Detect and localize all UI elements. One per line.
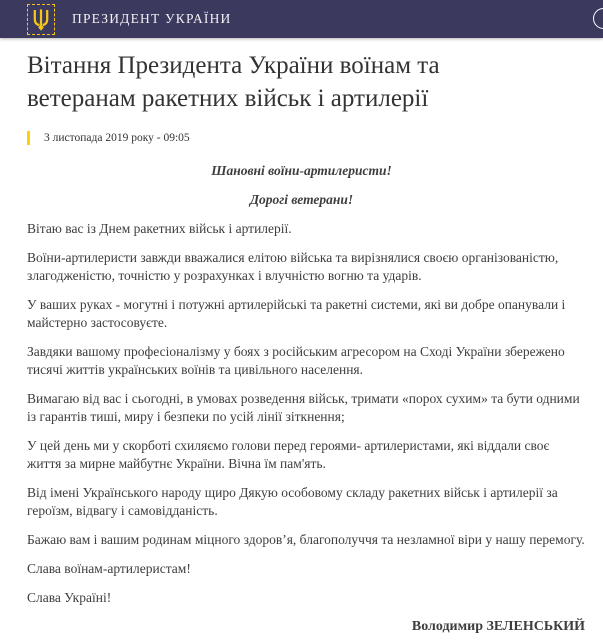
article-page [0,49,603,636]
publish-date: 3 листопада 2019 року - 09:05 [27,131,585,145]
search-icon[interactable] [593,8,603,29]
article-paragraph: Воїни-артилеристи завжди вважалися елітою війська та вирізнялися своєю організованістю, злагодженістю, точністю у розрахунках і влучністю вогню та ударів. [27,250,559,283]
article-paragraph: Вітаю вас із Днем ракетних військ і артилерії. [27,221,292,236]
author-signature: Володимир ЗЕЛЕНСЬКИЙ [411,619,585,634]
article-title: Вітання Президента України воїнам та ветеранам ракетних військ і артилерії [27,52,440,112]
trident-emblem-icon [32,8,50,31]
site-header [0,0,603,38]
article-paragraph: Слава Україні! [27,590,112,605]
salutation-line: Шановні воїни-артилеристи! [211,163,392,178]
article-paragraph: Вимагаю від вас і сьогодні, в умовах розведення військ, тримати «порох сухим» та бути одними із гарантів тиші, миру і безпеки по усій лінії зіткнення; [27,391,580,424]
site-title-link[interactable]: ПРЕЗИДЕНТ УКРАЇНИ [72,11,232,26]
article-paragraph: Завдяки вашому професіоналізму у боях з російським агресором на Сході України збережено тисячі життів українських воїнів та цивільного населення. [27,344,565,377]
article-paragraph: У ваших руках - могутні і потужні артилерійські та ракетні системи, які ви добре опанували і майстерно застосовуєте. [27,297,566,330]
salutation-line: Дорогі ветерани! [249,192,354,207]
article-paragraph: У цей день ми у скорботі схиляємо голови перед героями- артилеристами, які віддали своє життя за мирне майбутнє України. Вічна їм пам'ять. [27,438,550,471]
article-paragraph: Слава воїнам-артилеристам! [27,561,191,576]
coat-of-arms-logo[interactable] [27,4,55,35]
article-paragraph: Від імені Українського народу щиро Дякую особовому складу ракетних військ і артилерії за героїзм, відвагу і самовідданість. [27,485,558,518]
article-paragraph: Бажаю вам і вашим родинам міцного здоров’я, благополуччя та незламної віри у нашу перемогу. [27,532,585,547]
